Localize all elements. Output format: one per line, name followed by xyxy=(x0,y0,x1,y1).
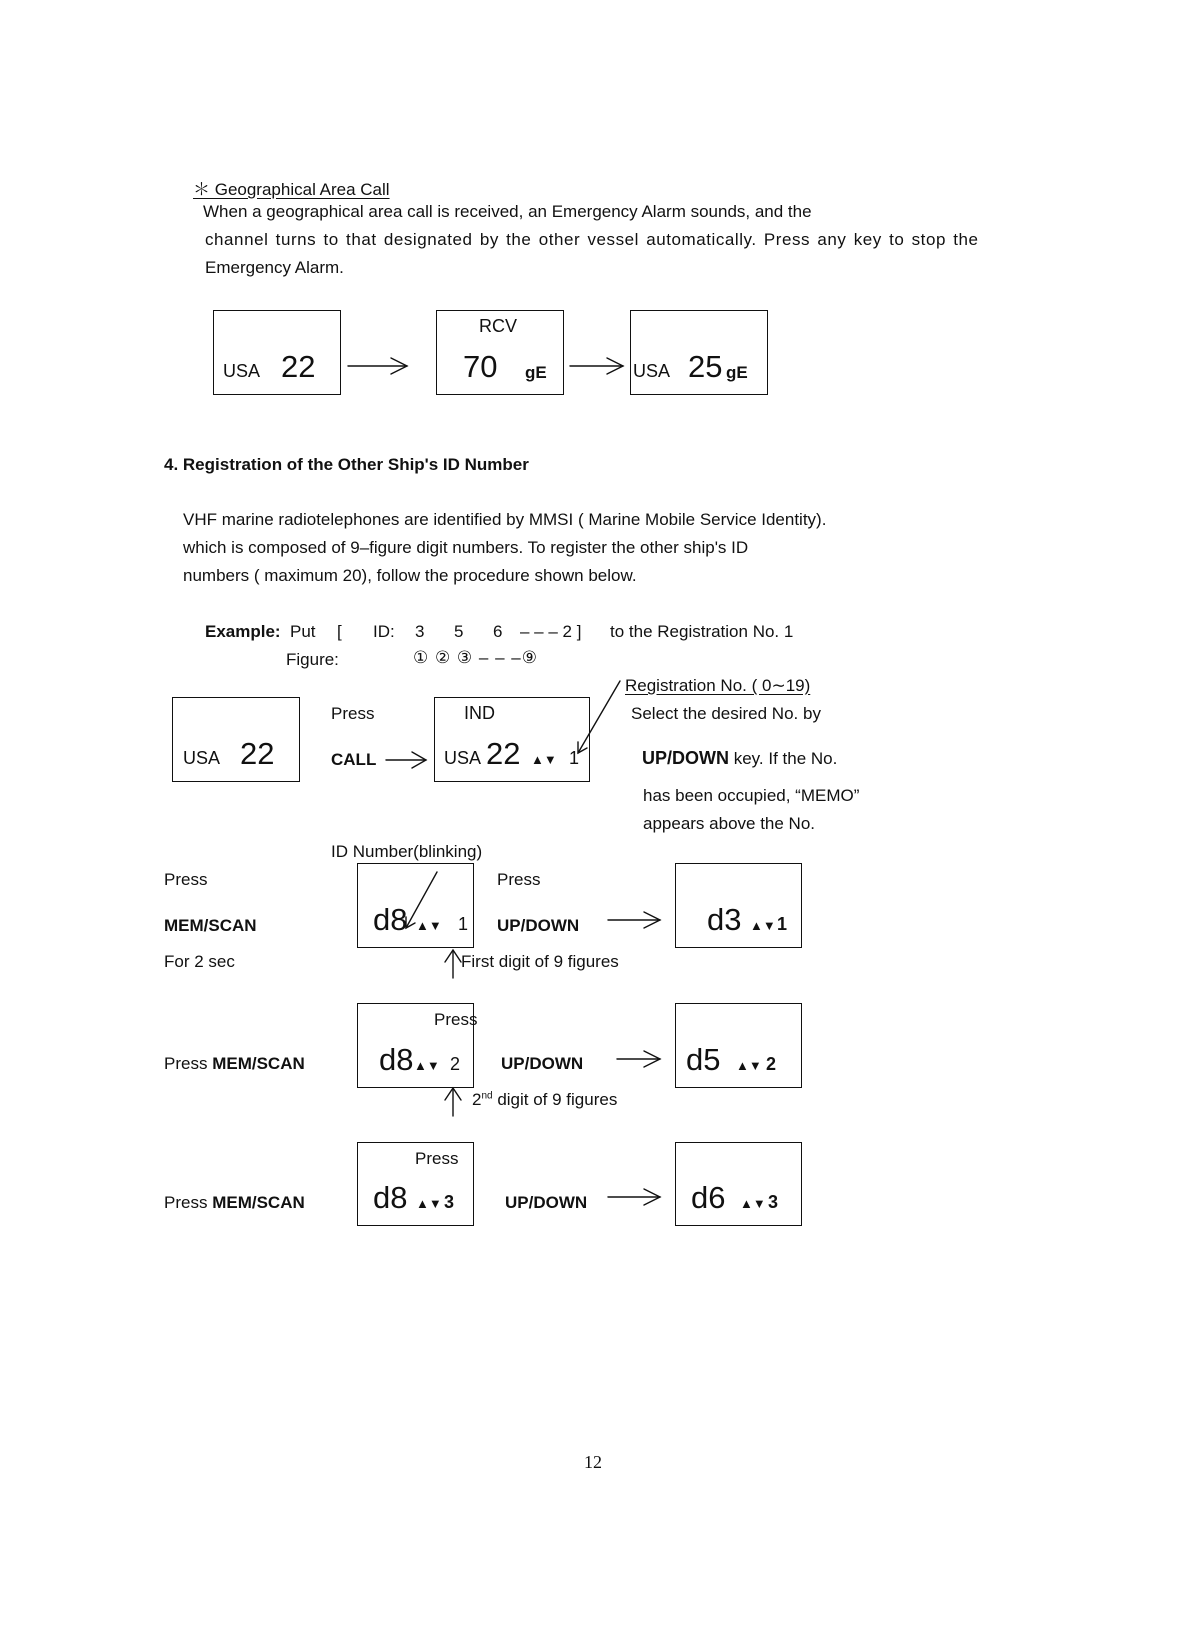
geo-display-1 xyxy=(213,310,341,395)
display-registration-no: 1 xyxy=(569,748,580,768)
display-press-label: Press xyxy=(415,1149,459,1168)
example-circled-figures: ① ② ③ – – –⑨ xyxy=(413,648,538,667)
display-registration-no: 1 xyxy=(777,914,788,934)
step4-press-memscan xyxy=(164,1193,305,1213)
step4-updown-key: UP/DOWN xyxy=(505,1193,588,1212)
memscan-key-label: MEM/SCAN xyxy=(212,1193,305,1212)
display-registration-no: 2 xyxy=(450,1054,461,1074)
display-channel: 22 xyxy=(281,349,316,384)
display-registration-no: 1 xyxy=(458,914,469,934)
display-channel: 25 xyxy=(688,349,723,384)
geo-paragraph-line3: Emergency Alarm. xyxy=(205,258,344,277)
geo-display-2 xyxy=(436,310,564,395)
right-arrow-icon xyxy=(348,358,407,374)
example-digit-1: 3 xyxy=(415,622,425,641)
display-digit: d3 xyxy=(707,902,742,937)
step1-note-line4: appears above the No. xyxy=(643,814,816,833)
page-number: 12 xyxy=(584,1452,602,1472)
up-down-arrows-icon: ▲▼ xyxy=(416,918,442,933)
step1-note-line2 xyxy=(642,748,837,769)
section4-paragraph-line1: VHF marine radiotelephones are identified by MMSI ( Marine Mobile Service Identity). xyxy=(183,510,827,529)
display-digit: d6 xyxy=(691,1180,726,1215)
section4-paragraph-line3: numbers ( maximum 20), follow the procedure shown below. xyxy=(183,566,637,585)
up-arrow-icon xyxy=(445,950,461,978)
step1-press: Press xyxy=(331,704,375,723)
section4-heading: 4. Registration of the Other Ship's ID Number xyxy=(164,455,529,474)
step1-note-text: key. If the No. xyxy=(729,749,838,768)
example-figure-label: Figure: xyxy=(286,650,339,669)
step2-memscan-key: MEM/SCAN xyxy=(164,916,257,935)
display-country: USA xyxy=(633,361,671,381)
up-down-arrows-icon: ▲▼ xyxy=(750,918,776,933)
step3-updown-key: UP/DOWN xyxy=(501,1054,584,1073)
updown-key-label: UP/DOWN xyxy=(642,748,729,768)
example-dash: – – – 2 ] xyxy=(520,622,582,641)
step4-display-result xyxy=(675,1142,802,1226)
right-arrow-icon xyxy=(617,1051,660,1067)
step1-display-ind xyxy=(434,697,590,782)
display-country: USA xyxy=(183,748,221,768)
display-registration-no: 3 xyxy=(444,1192,455,1212)
example-digit-2: 5 xyxy=(454,622,464,641)
id-number-blinking-label: ID Number(blinking) xyxy=(331,842,483,861)
ordinal-suffix: nd xyxy=(481,1090,493,1102)
step1-note-line1 xyxy=(631,704,821,724)
step2-press: Press xyxy=(164,870,208,889)
section4-paragraph-line2: which is composed of 9–figure digit numbers. To register the other ship's ID xyxy=(183,538,749,557)
step2-press-2: Press xyxy=(497,870,541,889)
step2-display-result xyxy=(675,863,802,948)
display-ind: IND xyxy=(464,703,495,723)
step3-display-result xyxy=(675,1003,802,1088)
display-mode: gE xyxy=(726,363,748,382)
geo-paragraph-line1: When a geographical area call is received, an Emergency Alarm sounds, and the xyxy=(203,202,812,221)
up-down-arrows-icon: ▲▼ xyxy=(531,752,557,767)
up-down-arrows-icon: ▲▼ xyxy=(416,1196,442,1211)
display-mode: gE xyxy=(525,363,547,382)
display-channel: 70 xyxy=(463,349,498,384)
step1-call-key: CALL xyxy=(331,750,377,769)
example-label: Example: xyxy=(205,622,281,641)
memscan-key-label: MEM/SCAN xyxy=(212,1054,305,1073)
registration-no-title: Registration No. ( 0∼19) xyxy=(625,676,811,695)
up-down-arrows-icon: ▲▼ xyxy=(414,1058,440,1073)
step4-display-id xyxy=(357,1142,474,1226)
example-id-label: ID: xyxy=(373,622,395,641)
display-country: USA xyxy=(223,361,261,381)
geo-paragraph-line2: channel turns to that designated by the other vessel automatically. Press any key to stop the xyxy=(205,230,979,249)
display-digit: d8 xyxy=(373,1180,408,1215)
right-arrow-icon xyxy=(608,1189,660,1205)
up-down-arrows-icon: ▲▼ xyxy=(740,1196,766,1211)
display-registration-no: 2 xyxy=(766,1054,777,1074)
display-rcv: RCV xyxy=(479,316,518,336)
press-label: Press xyxy=(164,1193,208,1212)
example-bracket: [ xyxy=(337,622,342,641)
example-put: Put xyxy=(290,622,316,641)
digit-text: digit of 9 figures xyxy=(492,1090,618,1109)
step2-for-2-sec: For 2 sec xyxy=(164,952,235,971)
up-down-arrows-icon: ▲▼ xyxy=(736,1058,762,1073)
display-country: USA xyxy=(444,748,482,768)
display-channel: 22 xyxy=(240,736,275,771)
display-digit: d8 xyxy=(379,1042,414,1077)
first-digit-label: First digit of 9 figures xyxy=(461,952,619,971)
step2-display-id xyxy=(357,863,474,948)
example-digit-3: 6 xyxy=(493,622,503,641)
example-to-text: to the Registration No. 1 xyxy=(610,622,794,641)
display-channel: 22 xyxy=(486,736,521,771)
geo-display-3 xyxy=(630,310,768,395)
step1-note-line3: has been occupied, “MEMO” xyxy=(643,786,860,805)
right-arrow-icon xyxy=(608,912,660,928)
second-digit-label xyxy=(472,1090,617,1110)
step1-display-initial xyxy=(172,697,300,782)
step3-press-memscan xyxy=(164,1054,305,1074)
display-digit: d8 xyxy=(373,902,408,937)
right-arrow-icon xyxy=(386,752,426,768)
display-press-label: Press xyxy=(434,1010,478,1029)
geo-heading: ＊ Geographical Area Call xyxy=(193,180,390,199)
display-digit: d5 xyxy=(686,1042,721,1077)
step1-note-text: Select the desired No. by xyxy=(631,704,821,723)
press-label: Press xyxy=(164,1054,208,1073)
display-registration-no: 3 xyxy=(768,1192,779,1212)
step2-updown-key: UP/DOWN xyxy=(497,916,580,935)
up-arrow-icon xyxy=(445,1088,461,1116)
ordinal-number: 2 xyxy=(472,1090,482,1109)
step3-display-id xyxy=(357,1003,478,1088)
right-arrow-icon xyxy=(570,358,623,374)
